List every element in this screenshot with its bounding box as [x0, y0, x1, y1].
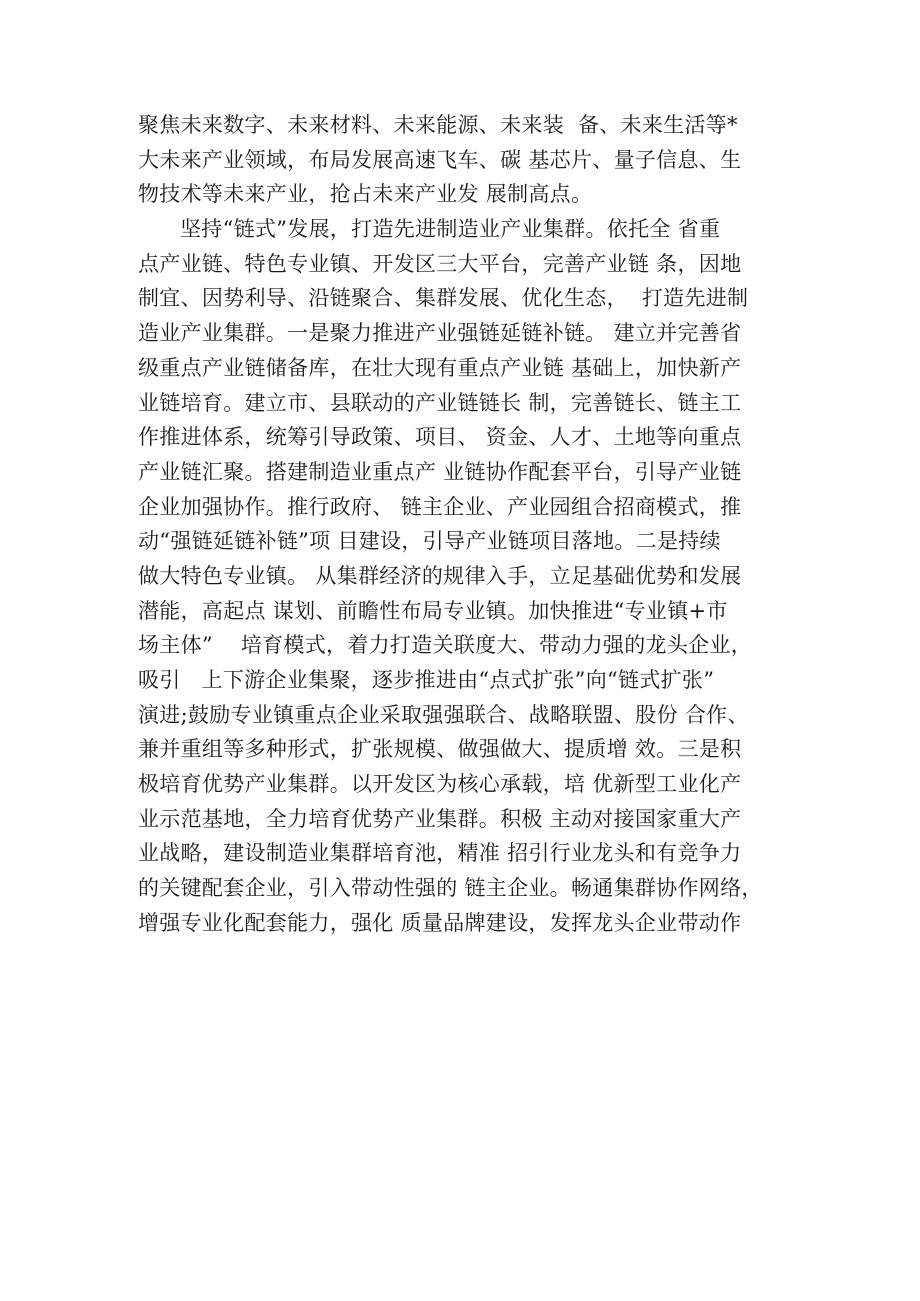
- text-line: 增强专业化配套能力，强化 质量品牌建设，发挥龙头企业带动作: [138, 910, 742, 935]
- text-line: 业战略，建设制造业集群培育池，精准 招引行业龙头和有竞争力: [138, 841, 742, 866]
- text-line: 极培育优势产业集群。以开发区为核心承载，培 优新型工业化产: [138, 772, 742, 797]
- text-line: 兼并重组等多种形式，扩张规模、做强做大、提质增 效。三是积: [138, 737, 742, 762]
- text-line: 演进;鼓励专业镇重点企业采取强强联合、战略联盟、股份 合作、: [138, 702, 749, 727]
- text-line: 作推进体系，统筹引导政策、项目、 资金、人才、土地等向重点: [138, 425, 742, 450]
- text-line: 的关键配套企业，引入带动性强的 链主企业。畅通集群协作网络，: [138, 876, 763, 901]
- text-line: 坚持“链式”发展，打造先进制造业产业集群。依托全 省重: [180, 217, 721, 242]
- text-line: 产业链汇聚。搭建制造业重点产 业链协作配套平台，引导产业链: [138, 459, 742, 484]
- text-line: 物技术等未来产业，抢占未来产业发 展制高点。: [138, 182, 593, 207]
- text-line: 吸引 上下游企业集聚，逐步推进由“点式扩张”向“链式扩张”: [138, 668, 715, 692]
- text-line: 业链培育。建立市、县联动的产业链链长 制，完善链长、链主工: [138, 390, 742, 415]
- text-line: 点产业链、特色专业镇、开发区三大平台，完善产业链 条，因地: [138, 251, 742, 276]
- text-line: 业示范基地，全力培育优势产业集群。积极 主动对接国家重大产: [138, 806, 742, 831]
- paragraph-chain-development: [138, 212, 838, 940]
- text-line: 级重点产业链储备库，在壮大现有重点产业链 基础上，加快新产: [138, 355, 742, 380]
- text-line: 企业加强协作。推行政府、 链主企业、产业园组合招商模式，推: [138, 494, 742, 519]
- text-line: 造业产业集群。一是聚力推进产业强链延链补链。 建立并完善省: [138, 321, 742, 346]
- paragraph-future-industries: [138, 108, 838, 212]
- text-line: 场主体” 培育模式，着力打造关联度大、带动力强的龙头企业，: [138, 633, 753, 658]
- text-line: 动“强链延链补链”项 目建设，引导产业链项目落地。二是持续: [138, 529, 721, 554]
- text-line: 做大特色专业镇。 从集群经济的规律入手，立足基础优势和发展: [138, 563, 742, 588]
- text-line: 大未来产业领域，布局发展高速飞车、碳 基芯片、量子信息、生: [138, 147, 742, 172]
- text-line: 潜能，高起点 谋划、前瞻性布局专业镇。加快推进“专业镇+市: [138, 598, 728, 623]
- text-line: 制宜、因势利导、沿链聚合、集群发展、优化生态， 打造先进制: [138, 286, 749, 311]
- document-body: [138, 108, 838, 941]
- text-line: 聚焦未来数字、未来材料、未来能源、未来装 备、未来生活等*: [138, 113, 738, 137]
